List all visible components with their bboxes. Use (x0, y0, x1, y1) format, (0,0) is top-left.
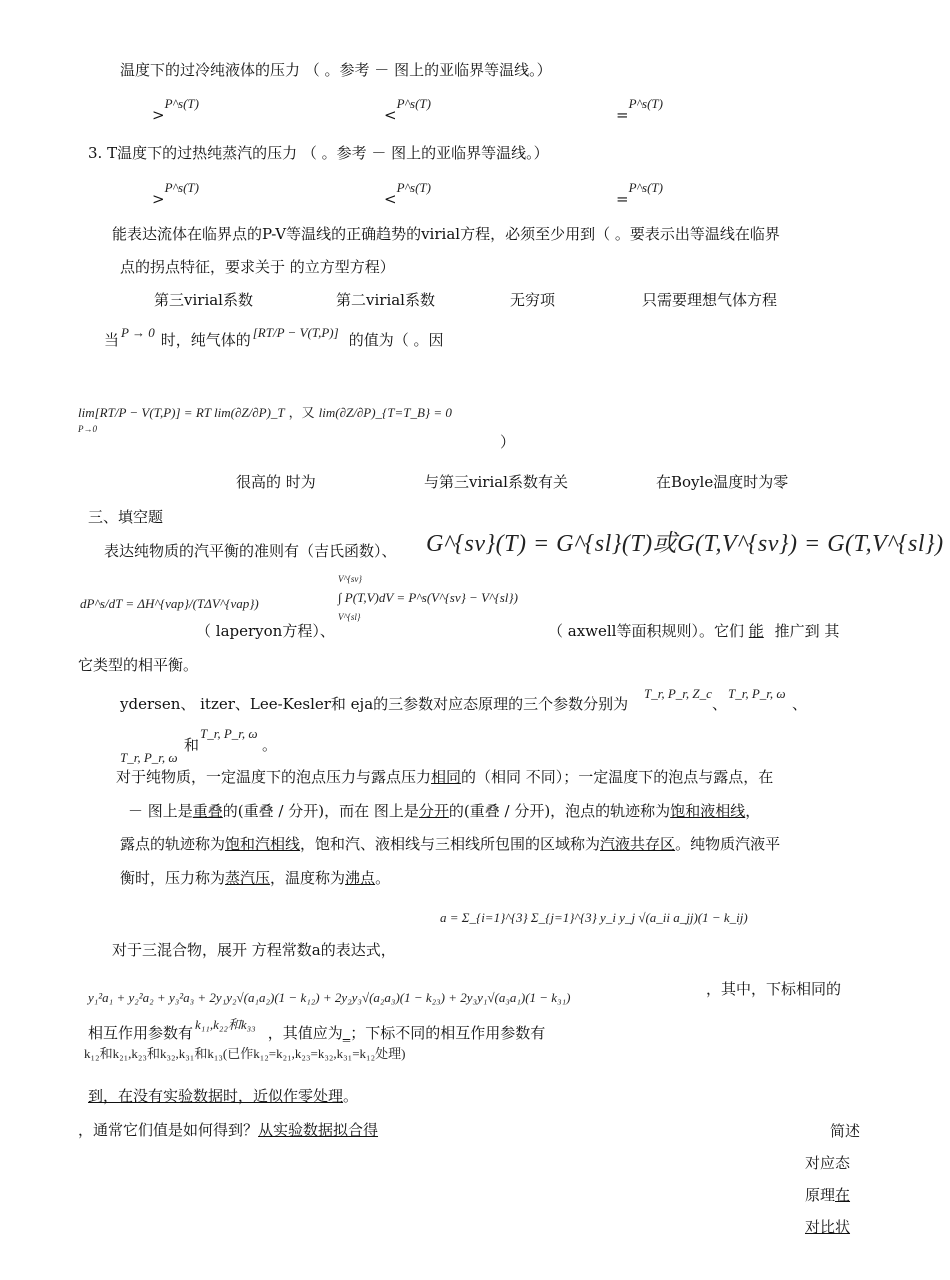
question-line: ydersen、 itzer、Lee-Kesler和 eja的三参数对应态原理的三个参数分别为 (120, 695, 629, 713)
answer-underlined: 在 (835, 1186, 851, 1204)
formula-k-same: k₁₁,k₂₂和k₃₃ (195, 1017, 256, 1032)
text-segment: ，饱和汽、液相线与三相线所包围的区域称为 (300, 835, 601, 853)
answer-underlined: 蒸汽压 (225, 869, 271, 887)
text-segment: ， (745, 802, 761, 820)
text-segment: 的值为（ 。因 (348, 331, 444, 349)
paragraph-line (78, 1121, 378, 1139)
answer-underlined: 到，在没有实验数据时，近似作零处理 (88, 1087, 344, 1105)
formula-mixing-rule: a = Σ_{i=1}^{3} Σ_{j=1}^{3} y_i y_j √(a_ii a_jj)(1 − k_ij) (440, 910, 748, 925)
question-fragment (805, 1218, 850, 1236)
choice-option: 与第三virial系数有关 (424, 473, 568, 491)
text-segment: 露点的轨迹称为 (120, 835, 226, 853)
text-segment: ；下标不同的相互作用参数有 (350, 1024, 546, 1042)
question-line: 点的拐点特征，要求关于 的立方型方程） (120, 258, 395, 276)
choice-option: 第二virial系数 (336, 291, 435, 309)
question-line: 3. T温度下的过热纯蒸汽的压力 （ 。参考 － 图上的亚临界等温线。） (88, 144, 549, 162)
question-line: 温度下的过冷纯液体的压力 （ 。参考 － 图上的亚临界等温线。） (120, 61, 552, 79)
formula-limit (78, 405, 452, 421)
question-line (104, 325, 444, 349)
text-segment: 当 (104, 331, 120, 349)
text-segment: 的（相同 不同）；一定温度下的泡点与露点，在 (461, 768, 774, 786)
text-segment: 原理 (805, 1186, 836, 1204)
formula-saturation-pressure: P^s(T) (396, 180, 431, 195)
answer-underlined: 从实验数据拟合得 (258, 1121, 379, 1139)
question-line: 表达纯物质的汽平衡的准则有（吉氏函数）、 (104, 542, 397, 560)
symbol-greater: > (152, 190, 165, 208)
integral-upper-limit: V^{sv} (338, 574, 362, 584)
symbol-less: < (384, 106, 397, 124)
text-segment: ，温度称为 (270, 869, 346, 887)
choice-option: 很高的 时为 (236, 473, 316, 491)
option-greater (152, 94, 199, 124)
formula-parameters: T_r, P_r, ω (728, 686, 786, 701)
question-line: 能表达流体在临界点的P-V等温线的正确趋势的virial方程，必须至少用到（ 。要表示出等温线在临界 (112, 225, 780, 243)
question-line: 对于三混合物，展开 方程常数a的表达式， (112, 941, 396, 959)
text-segment: 衡时，压力称为 (120, 869, 226, 887)
text-segment: 和 (184, 736, 200, 754)
integral-lower-limit: V^{sl} (338, 612, 361, 622)
paragraph-line (120, 835, 780, 853)
answer-underlined: 沸点 (345, 869, 376, 887)
formula-p-limit: P → 0 (121, 325, 155, 340)
formula-limit-right: lim(∂Z/∂P)_{T=T_B} = 0 (318, 405, 452, 420)
formula-parameters: T_r, P_r, Z_c (644, 686, 712, 701)
question-fragment (805, 1186, 850, 1204)
text-segment: ，其值应为 (267, 1024, 343, 1042)
option-less (384, 178, 431, 208)
formula-maxwell: ∫ P(T,V)dV = P^s(V^{sv} − V^{sl}) (338, 590, 518, 605)
symbol-equal: = (616, 106, 629, 124)
answer-underlined: 相同 (431, 768, 462, 786)
text-segment: ，又 (288, 405, 315, 420)
choice-option: 在Boyle温度时为零 (656, 473, 789, 491)
paragraph-line (88, 1087, 358, 1105)
text-segment: － 图上是 (128, 802, 193, 820)
answer-underlined: 饱和汽相线 (225, 835, 301, 853)
formula-saturation-pressure: P^s(T) (164, 96, 199, 111)
paragraph-line (116, 768, 773, 786)
formula-saturation-pressure: P^s(T) (628, 180, 663, 195)
answer-underlined: _ (342, 1024, 351, 1042)
answer-underlined: 能 (748, 622, 764, 640)
paren-close: ） (500, 433, 516, 451)
formula-expansion: y₁²a₁ + y₂²a₂ + y₃²a₃ + 2y₁y₂√(a₁a₂)(1 − k₁₂) + 2y₂y₃√(a₂a₃)(1 − k₂₃) + 2y₃y₁√(a₃a₁)(1 − k₃₁) (88, 990, 571, 1005)
paragraph-line (128, 802, 760, 820)
paragraph-line (120, 869, 390, 887)
option-less (384, 94, 431, 124)
text-segment: 推广到 其 (774, 622, 840, 640)
formula-limit-left: lim[RT/P − V(T,P)] = RT lim(∂Z/∂P)_T (78, 405, 285, 420)
choice-option: 只需要理想气体方程 (642, 291, 778, 309)
text-segment: ，其中，下标相同的 (706, 980, 842, 998)
question-fragment: 简述 (830, 1122, 861, 1140)
formula-saturation-pressure: P^s(T) (164, 180, 199, 195)
symbol-greater: > (152, 106, 165, 124)
section-heading: 三、填空题 (88, 508, 164, 526)
separator: 、 (792, 695, 808, 713)
choice-option: 第三virial系数 (154, 291, 253, 309)
text-segment: 。 (343, 1087, 359, 1105)
symbol-less: < (384, 190, 397, 208)
text-segment: （ axwell等面积规则）。它们 (548, 622, 744, 640)
formula-saturation-pressure: P^s(T) (396, 96, 431, 111)
text-segment: 相互作用参数有 (88, 1024, 194, 1042)
formula-parameters: T_r, P_r, ω (200, 726, 258, 741)
question-fragment: 对应态 (805, 1154, 851, 1172)
text-segment: 时，纯气体的 (160, 331, 251, 349)
formula-parameters: T_r, P_r, ω (120, 750, 178, 765)
text-segment: 。纯物质汽液平 (675, 835, 781, 853)
formula-clapeyron: dP^s/dT = ΔH^{vap}/(TΔV^{vap}) (80, 596, 259, 611)
formula-saturation-pressure: P^s(T) (628, 96, 663, 111)
text-segment: 。 (262, 736, 278, 754)
question-line: 它类型的相平衡。 (78, 656, 199, 674)
text-segment: 。 (375, 869, 391, 887)
question-line (88, 1017, 546, 1042)
option-greater (152, 178, 199, 208)
limit-subscript: P→0 (78, 424, 97, 434)
answer-underlined: 饱和液相线 (670, 802, 746, 820)
separator: 、 (712, 695, 728, 713)
option-equal (616, 178, 663, 208)
symbol-equal: = (616, 190, 629, 208)
text-segment: （ laperyon方程）、 (196, 622, 335, 640)
text-segment: 的(重叠 / 分开)，泡点的轨迹称为 (448, 802, 671, 820)
answer-underlined: 汽液共存区 (600, 835, 676, 853)
text-segment: ，通常它们值是如何得到？ (78, 1121, 259, 1139)
answer-underlined: 重叠 (192, 802, 223, 820)
answer-underlined: 对比状 (805, 1218, 851, 1236)
text-segment: 的(重叠 / 分开)，而在 图上是 (222, 802, 419, 820)
option-equal (616, 94, 663, 124)
question-line (548, 622, 839, 640)
text-segment: 对于纯物质，一定温度下的泡点压力与露点压力 (116, 768, 432, 786)
formula-gibbs-equilibrium: G^{sv}(T) = G^{sl}(T)或G(T,V^{sv}) = G(T,V^{sl}) (426, 531, 944, 557)
formula-k-different: k₁₂和k₂₁,k₂₃和k₃₂,k₃₁和k₁₃(已作k₁₂=k₂₁,k₂₃=k₃₂,k₃₁=k₁₂处理) (84, 1046, 406, 1061)
formula-residual: [RT/P − V(T,P)] (252, 325, 339, 340)
answer-underlined: 分开 (418, 802, 449, 820)
choice-option: 无穷项 (510, 291, 556, 309)
